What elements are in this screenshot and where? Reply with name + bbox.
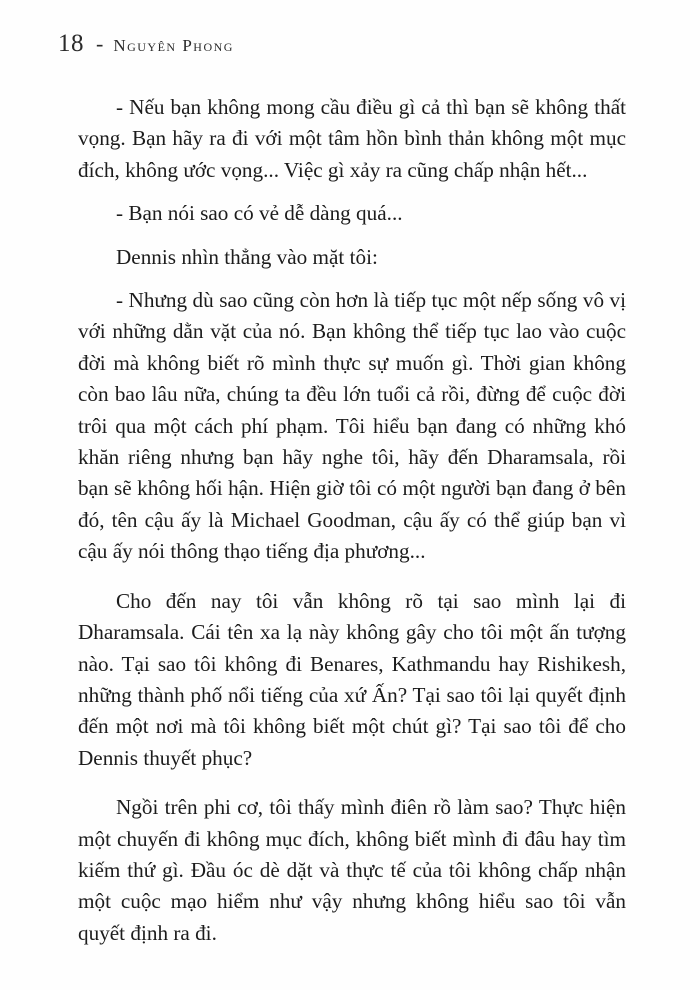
running-header	[58, 30, 234, 64]
header-separator: -	[96, 31, 104, 56]
author-name: Nguyên Phong	[113, 36, 234, 55]
paragraph-5: Cho đến nay tôi vẫn không rõ tại sao mình lại đi Dharamsala. Cái tên xa lạ này không gây cho tôi một ấn tượng nào. Tại sao tôi không đi Benares, Kathmandu hay Rishikesh, những thành phố nổi tiếng của xứ Ấn? Tại sao tôi lại quyết định đến một nơi mà tôi không biết một chút gì? Tại sao tôi để cho Dennis thuyết phục?	[78, 588, 626, 770]
paragraph-2: - Bạn nói sao có vẻ dễ dàng quá...	[116, 201, 403, 226]
paragraph-3: Dennis nhìn thẳng vào mặt tôi:	[116, 244, 378, 269]
paragraph-4: - Nhưng dù sao cũng còn hơn là tiếp tục một nếp sống vô vị với những dằn vặt của nó. Bạn không thể tiếp tục lao vào cuộc đời mà không biết rõ mình thực sự muốn gì. Thời gian không còn bao lâu nữa, chúng ta đều lớn tuổi cả rồi, đừng để cuộc đời trôi qua một cách phí phạm. Tôi hiểu bạn đang có những khó khăn riêng nhưng bạn hãy nghe tôi, hãy đến Dharamsala, rồi bạn sẽ không hối hận. Hiện giờ tôi có một người bạn đang ở bên đó, tên cậu ấy là Michael Goodman, cậu ấy có thể giúp bạn vì cậu ấy nói thông thạo tiếng địa phương...	[78, 288, 626, 564]
page-number: 18	[58, 30, 84, 57]
paragraph-1: - Nếu bạn không mong cầu điều gì cả thì bạn sẽ không thất vọng. Bạn hãy ra đi với một tâm hồn bình thản không một mục đích, không ước vọng... Việc gì xảy ra cũng chấp nhận hết...	[78, 95, 626, 182]
body-text	[78, 92, 626, 949]
paragraph-6: Ngồi trên phi cơ, tôi thấy mình điên rồ làm sao? Thực hiện một chuyến đi không mục đích, không biết mình đi đâu hay tìm kiếm thứ gì. Đầu óc dè dặt và thực tế của tôi không chấp nhận một cuộc mạo hiểm như vậy nhưng không hiểu sao tôi vẫn quyết định ra đi.	[78, 795, 626, 945]
